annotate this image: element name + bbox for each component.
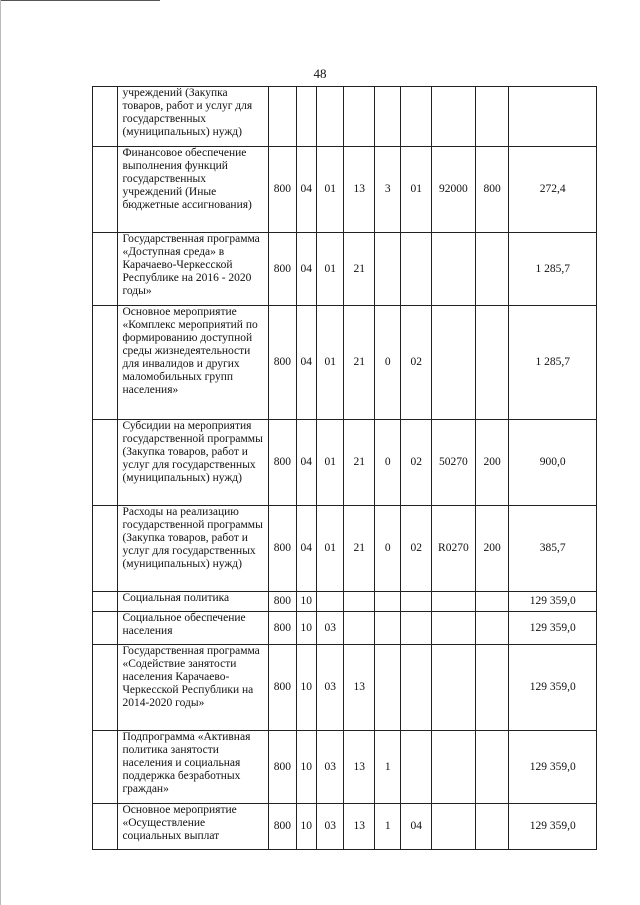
section-code-cell: 10 — [296, 731, 316, 804]
page-number: 48 — [313, 66, 327, 81]
expense-type-cell: 800 — [475, 147, 509, 233]
amount-cell: 1 285,7 — [509, 233, 597, 306]
expense-type-cell — [475, 592, 509, 612]
subsection-code-cell: 03 — [316, 731, 343, 804]
section-code-cell: 04 — [296, 233, 316, 306]
table-row — [93, 592, 597, 612]
event-code-cell — [401, 645, 432, 731]
amount-cell — [509, 87, 597, 147]
row-index-cell — [93, 233, 118, 306]
ministry-code-cell: 800 — [269, 645, 296, 731]
ministry-code-cell: 800 — [269, 592, 296, 612]
event-code-cell — [401, 731, 432, 804]
amount-cell: 900,0 — [509, 420, 597, 506]
expense-type-cell: 200 — [475, 420, 509, 506]
subprogram-code-cell: 3 — [375, 147, 401, 233]
subsection-code-cell: 01 — [316, 420, 343, 506]
section-code-cell: 04 — [296, 506, 316, 592]
expense-type-cell — [475, 87, 509, 147]
program-code-cell: 21 — [344, 506, 375, 592]
expense-type-cell: 200 — [475, 506, 509, 592]
item-name-cell: Основное мероприятие «Комплекс мероприятий по формированию доступной среды жизнедеятельности для инвалидов и других маломобильных групп населения» — [118, 306, 269, 420]
direction-code-cell — [432, 306, 476, 420]
subprogram-code-cell: 0 — [375, 306, 401, 420]
ministry-code-cell: 800 — [269, 233, 296, 306]
subsection-code-cell: 03 — [316, 645, 343, 731]
row-index-cell — [93, 592, 118, 612]
ministry-code-cell: 800 — [269, 612, 296, 645]
subprogram-code-cell: 0 — [375, 506, 401, 592]
section-code-cell: 10 — [296, 592, 316, 612]
table-row — [93, 731, 597, 804]
table-row — [93, 804, 597, 850]
item-name-cell: Государственная программа «Доступная среда» в Карачаево-Черкесской Республике на 2016 - 2020 годы» — [118, 233, 269, 306]
row-index-cell — [93, 147, 118, 233]
expense-type-cell — [475, 612, 509, 645]
row-index-cell — [93, 804, 118, 850]
direction-code-cell — [432, 592, 476, 612]
program-code-cell — [344, 612, 375, 645]
event-code-cell — [401, 612, 432, 645]
subsection-code-cell: 01 — [316, 233, 343, 306]
subsection-code-cell — [316, 87, 343, 147]
row-index-cell — [93, 506, 118, 592]
program-code-cell: 21 — [344, 420, 375, 506]
event-code-cell: 01 — [401, 147, 432, 233]
event-code-cell: 04 — [401, 804, 432, 850]
expense-type-cell — [475, 306, 509, 420]
expense-type-cell — [475, 804, 509, 850]
row-index-cell — [93, 87, 118, 147]
direction-code-cell — [432, 804, 476, 850]
row-index-cell — [93, 645, 118, 731]
table-row — [93, 306, 597, 420]
item-name-cell: Финансовое обеспечение выполнения функций государственных учреждений (Иные бюджетные ассигнования) — [118, 147, 269, 233]
subprogram-code-cell — [375, 233, 401, 306]
row-index-cell — [93, 612, 118, 645]
subsection-code-cell: 03 — [316, 612, 343, 645]
subprogram-code-cell: 0 — [375, 420, 401, 506]
program-code-cell: 13 — [344, 147, 375, 233]
amount-cell: 129 359,0 — [509, 612, 597, 645]
amount-cell: 129 359,0 — [509, 645, 597, 731]
item-name-cell: Государственная программа «Содействие занятости населения Карачаево-Черкесской Республики на 2014-2020 годы» — [118, 645, 269, 731]
table-row — [93, 506, 597, 592]
table-row — [93, 420, 597, 506]
ministry-code-cell: 800 — [269, 420, 296, 506]
subprogram-code-cell — [375, 87, 401, 147]
subprogram-code-cell: 1 — [375, 804, 401, 850]
scan-edge-top — [0, 0, 160, 1]
event-code-cell — [401, 592, 432, 612]
ministry-code-cell: 800 — [269, 731, 296, 804]
amount-cell: 129 359,0 — [509, 592, 597, 612]
subprogram-code-cell — [375, 612, 401, 645]
item-name-cell: Социальная политика — [118, 592, 269, 612]
direction-code-cell: R0270 — [432, 506, 476, 592]
program-code-cell: 13 — [344, 731, 375, 804]
item-name-cell: Основное мероприятие «Осуществление социальных выплат — [118, 804, 269, 850]
item-name-cell: учреждений (Закупка товаров, работ и услуг для государственных (муниципальных) нужд) — [118, 87, 269, 147]
direction-code-cell — [432, 233, 476, 306]
subsection-code-cell: 01 — [316, 147, 343, 233]
item-name-cell: Расходы на реализацию государственной программы (Закупка товаров, работ и услуг для государственных (муниципальных) нужд) — [118, 506, 269, 592]
program-code-cell: 13 — [344, 804, 375, 850]
section-code-cell: 10 — [296, 804, 316, 850]
subsection-code-cell — [316, 592, 343, 612]
program-code-cell: 13 — [344, 645, 375, 731]
row-index-cell — [93, 420, 118, 506]
section-code-cell: 10 — [296, 645, 316, 731]
direction-code-cell: 92000 — [432, 147, 476, 233]
scan-edge-left — [0, 0, 1, 905]
item-name-cell: Социальное обеспечение населения — [118, 612, 269, 645]
event-code-cell: 02 — [401, 420, 432, 506]
ministry-code-cell: 800 — [269, 306, 296, 420]
table-row — [93, 87, 597, 147]
expense-type-cell — [475, 645, 509, 731]
ministry-code-cell: 800 — [269, 147, 296, 233]
section-code-cell — [296, 87, 316, 147]
event-code-cell: 02 — [401, 506, 432, 592]
program-code-cell: 21 — [344, 306, 375, 420]
ministry-code-cell: 800 — [269, 506, 296, 592]
item-name-cell: Подпрограмма «Активная политика занятости населения и социальная поддержка безработных граждан» — [118, 731, 269, 804]
amount-cell: 1 285,7 — [509, 306, 597, 420]
direction-code-cell: 50270 — [432, 420, 476, 506]
direction-code-cell — [432, 87, 476, 147]
direction-code-cell — [432, 731, 476, 804]
subprogram-code-cell — [375, 645, 401, 731]
subprogram-code-cell — [375, 592, 401, 612]
amount-cell: 129 359,0 — [509, 731, 597, 804]
section-code-cell: 04 — [296, 420, 316, 506]
item-name-cell: Субсидии на мероприятия государственной программы (Закупка товаров, работ и услуг для государственных (муниципальных) нужд) — [118, 420, 269, 506]
amount-cell: 272,4 — [509, 147, 597, 233]
table-row — [93, 233, 597, 306]
budget-table — [92, 86, 597, 850]
subprogram-code-cell: 1 — [375, 731, 401, 804]
program-code-cell — [344, 87, 375, 147]
subsection-code-cell: 01 — [316, 306, 343, 420]
ministry-code-cell: 800 — [269, 804, 296, 850]
direction-code-cell — [432, 645, 476, 731]
event-code-cell: 02 — [401, 306, 432, 420]
table-row — [93, 645, 597, 731]
ministry-code-cell — [269, 87, 296, 147]
table-row — [93, 147, 597, 233]
subsection-code-cell: 01 — [316, 506, 343, 592]
section-code-cell: 10 — [296, 612, 316, 645]
event-code-cell — [401, 233, 432, 306]
section-code-cell: 04 — [296, 306, 316, 420]
amount-cell: 385,7 — [509, 506, 597, 592]
subsection-code-cell: 03 — [316, 804, 343, 850]
expense-type-cell — [475, 233, 509, 306]
row-index-cell — [93, 306, 118, 420]
direction-code-cell — [432, 612, 476, 645]
event-code-cell — [401, 87, 432, 147]
amount-cell: 129 359,0 — [509, 804, 597, 850]
expense-type-cell — [475, 731, 509, 804]
row-index-cell — [93, 731, 118, 804]
program-code-cell: 21 — [344, 233, 375, 306]
program-code-cell — [344, 592, 375, 612]
table-row — [93, 612, 597, 645]
section-code-cell: 04 — [296, 147, 316, 233]
